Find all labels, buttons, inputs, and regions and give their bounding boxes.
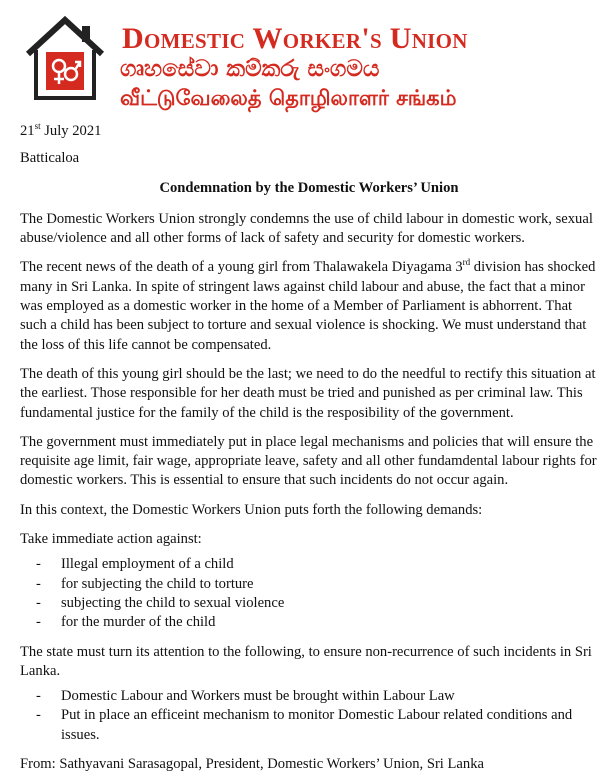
org-name-english: Domestic Worker's Union (122, 22, 468, 55)
list-item: - for the murder of the child (20, 613, 598, 632)
list-item: - for subjecting the child to torture (20, 575, 598, 594)
letter-date: 21st July 2021 (20, 121, 102, 139)
paragraph-demands: In this context, the Domestic Workers Union puts forth the following demands: (20, 501, 483, 518)
paragraph-intro: The Domestic Workers Union strongly condemns the use of child labour in domestic work, sexual abuse/violence and all other forms of lack of safety and security for domestic workers. (20, 210, 593, 247)
paragraph-state: The state must turn its attention to the following, to ensure non-recurrence of such incidents in Sri Lanka. (20, 643, 592, 679)
action-list (20, 555, 598, 632)
letter-body (20, 122, 598, 784)
org-name-tamil: வீட்டுவேலைத் தொழிலாளர் சங்கம் (120, 86, 457, 110)
union-logo-icon (24, 14, 106, 102)
paragraph-government: The government must immediately put in place legal mechanisms and policies that will ensure the requisite age limit, fair wage, appropriate leave, safety and all other fundamdental labour rights for domestic workers. This is essential to ensure that such incidents do not occur again. (20, 433, 597, 489)
list-item: - Put in place an efficeint mechanism to monitor Domestic Labour related conditions and issues. (20, 706, 598, 745)
state-list (20, 687, 598, 745)
list-item: - subjecting the child to sexual violence (20, 594, 598, 613)
letter-place: Batticaloa (20, 150, 80, 167)
paragraph-action-intro: Take immediate action against: (20, 531, 202, 548)
list-item: - Illegal employment of a child (20, 555, 598, 574)
list-item: - Domestic Labour and Workers must be brought within Labour Law (20, 687, 598, 706)
paragraph-death: The death of this young girl should be the last; we need to do the needful to rectify this situation at the earliest. Those responsible for her death must be tried and punished as per criminal law. This fundamental justice for the family of the child is the resposibility of the government. (20, 365, 596, 421)
letterhead (0, 0, 600, 118)
org-name-sinhala: ගෘහසේවා කම්කරු සංගමය (120, 56, 380, 82)
letter-from: From: Sathyavani Sarasagopal, President, Domestic Workers’ Union, Sri Lanka (20, 756, 484, 773)
letter-title: Condemnation by the Domestic Workers’ Union (159, 179, 459, 196)
paragraph-news: The recent news of the death of a young girl from Thalawakela Diyagama 3rd division has shocked many in Sri Lanka. In spite of stringent laws against child labour and abuse, the fact that a minor was employed as a domestic worker in the home of a Member of Parliament is abhorrent. That such a child has been subject to torture and sexual violence is shocking. We must understand that the loss of this life cannot be compensated. (20, 257, 596, 353)
